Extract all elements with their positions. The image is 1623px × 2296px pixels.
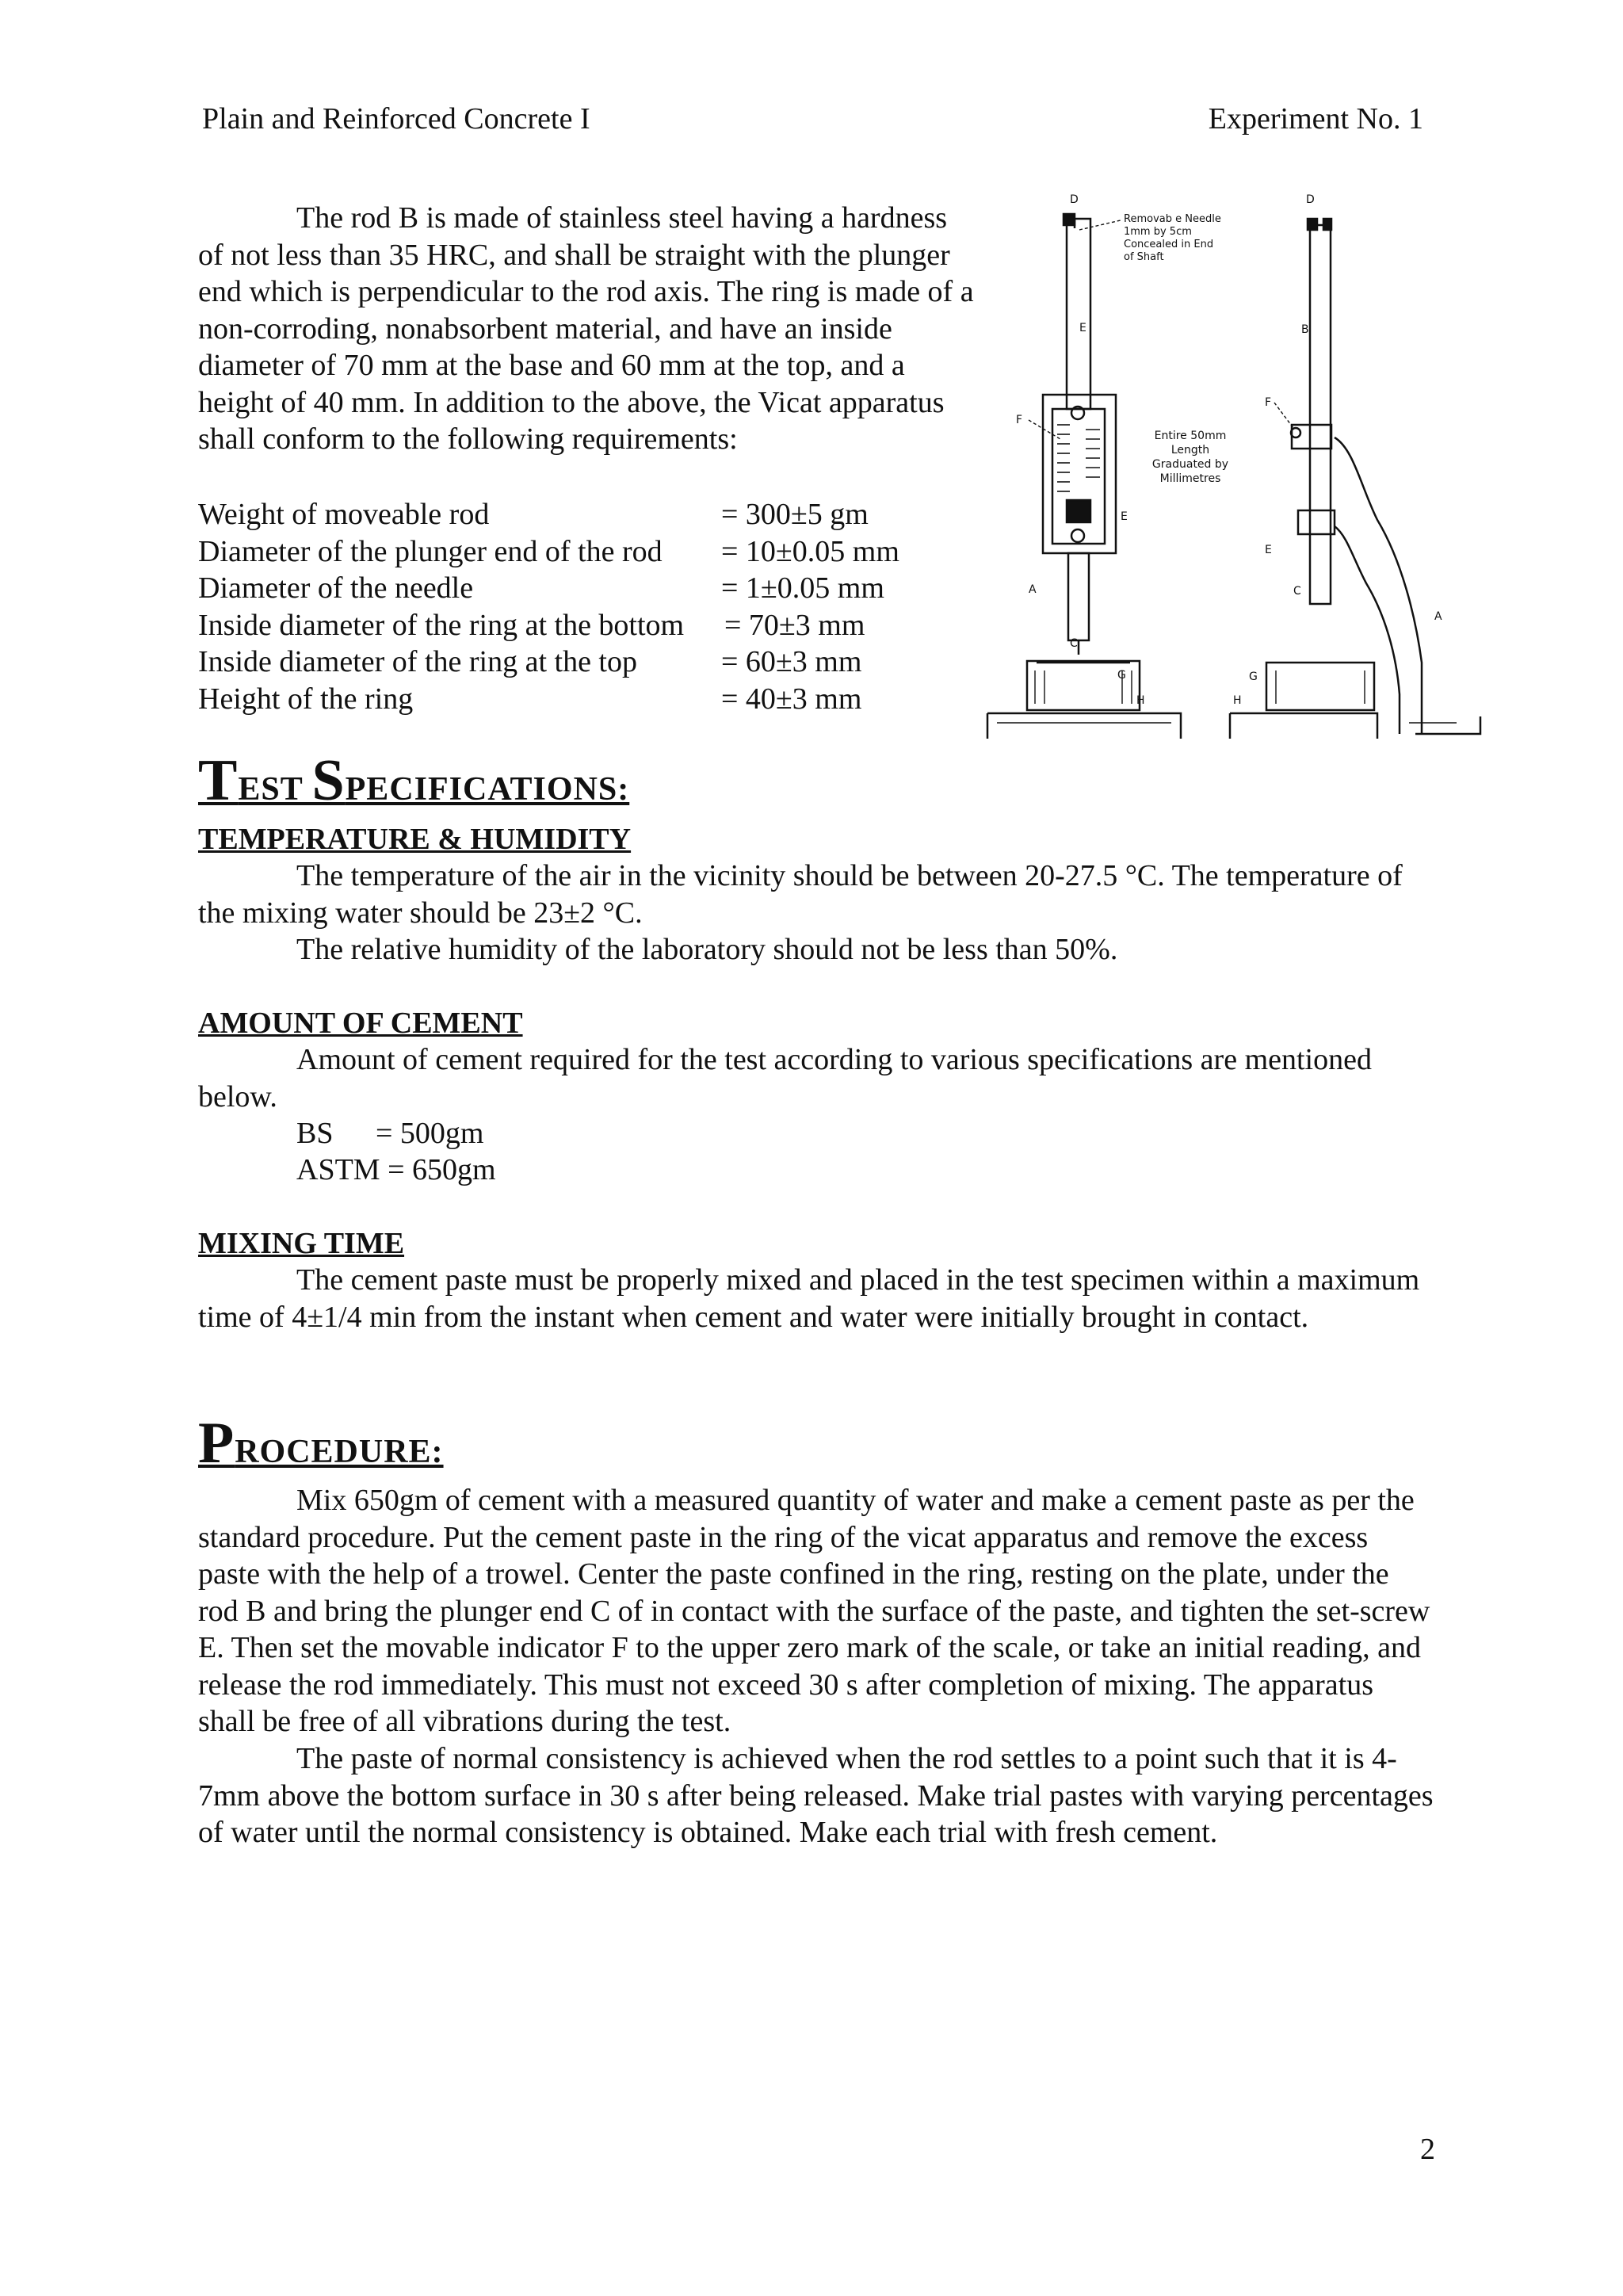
amount-std: ASTM [296, 1153, 380, 1186]
amount-row-astm [296, 1152, 496, 1189]
right-base-foot [1415, 716, 1480, 734]
requirement-row [198, 681, 975, 718]
requirement-value: = 10±0.05 mm [721, 534, 899, 568]
vicat-apparatus-figure [981, 187, 1485, 751]
procedure-paragraph-2: The paste of normal consistency is achieved when the rod settles to a point such that it is 4-7mm above the bottom surface in 30 s after being released. Make trial pastes with varying percentages of water until the normal consistency is obtained. Make each trial with fresh cement. [198, 1742, 1434, 1849]
needle-callout [1124, 213, 1221, 263]
temperature-paragraph: The temperature of the air in the vicinity should be between 20-27.5 °C. The temperature of the mixing water should be 23±2 °C. [198, 859, 1403, 930]
left-rod-shaft [1067, 219, 1090, 409]
requirement-label: Height of the ring [198, 682, 414, 716]
requirement-row [198, 644, 975, 681]
right-needle-top [1308, 219, 1317, 230]
label-h-left: H [1136, 694, 1145, 707]
scale-callout-line: Length [1170, 444, 1210, 457]
label-c-right: C [1293, 585, 1301, 598]
requirement-label: Inside diameter of the ring at the bottom [198, 608, 685, 642]
procedure-paragraph-1: Mix 650gm of cement with a measured quantity of water and make a cement paste as per the standard procedure. Put the cement paste in the ring of the vicat apparatus and remove the excess paste with the help of a trowel. Center the paste confined in the ring, resting on the plate, under the rod B and bring the plunger end C of in contact with the surface of the paste, and tighten the set-screw E. Then set the movable indicator F to the upper zero mark of the scale, or take an initial reading, and release the rod immediately. This must not exceed 30 s after completion of mixing. The apparatus shall be free of all vibrations during the test. [198, 1484, 1430, 1738]
subheading-temperature-humidity: TEMPERATURE & HUMIDITY [198, 823, 632, 856]
requirement-row [198, 496, 975, 533]
label-b-right: B [1301, 323, 1309, 336]
requirement-label: Inside diameter of the ring at the top [198, 645, 637, 678]
needle-callout-leader [1079, 220, 1121, 230]
requirement-row [198, 570, 975, 607]
left-needle-top [1064, 214, 1075, 225]
left-scale-ticks [1057, 425, 1100, 491]
scale-callout-line: Entire 50mm [1154, 430, 1227, 442]
label-f-right: F [1265, 396, 1272, 409]
label-g-left: G [1117, 669, 1126, 682]
needle-callout-line: 1mm by 5cm [1124, 226, 1192, 238]
subheading-amount-of-cement: AMOUNT OF CEMENT [198, 1007, 523, 1040]
label-a-left: A [1029, 583, 1037, 596]
label-g-right: G [1249, 670, 1258, 683]
needle-callout-line: Concealed in End [1124, 239, 1214, 250]
requirement-value: = 1±0.05 mm [721, 571, 884, 605]
label-h-right: H [1233, 694, 1242, 707]
label-e-left-lower: E [1121, 510, 1128, 523]
requirement-value: = 70±3 mm [724, 608, 865, 642]
needle-callout-line: Removab e Needle [1124, 213, 1221, 225]
requirement-value: = 300±5 gm [721, 498, 869, 531]
right-arm-outer [1335, 437, 1422, 734]
running-header-experiment: Experiment No. 1 [1208, 102, 1423, 136]
intro-paragraph: The rod B is made of stainless steel having a hardness of not less than 35 HRC, and shall be straight with the plunger end which is perpendicular to the rod axis. The ring is made of a non-corroding, nonabsorbent material, and have an inside diameter of 70 mm at the base and 60 mm at the top, and a height of 40 mm. In addition to the above, the Vicat apparatus shall conform to the following requirements: [198, 201, 974, 456]
subheading-mixing-time: MIXING TIME [198, 1227, 405, 1260]
right-rod-shaft [1310, 225, 1331, 604]
indicator-leader [1029, 420, 1060, 439]
label-a-right: A [1434, 610, 1442, 623]
label-d-left: D [1070, 193, 1079, 206]
requirements-list [198, 496, 975, 717]
requirement-value: = 60±3 mm [721, 645, 862, 678]
amount-std: BS [296, 1117, 334, 1150]
scale-callout [1152, 430, 1228, 485]
left-screw-bottom [1071, 529, 1084, 542]
amount-row-bs [296, 1115, 484, 1152]
right-ring [1266, 663, 1374, 710]
label-e-right: E [1265, 544, 1272, 556]
amount-paragraph: Amount of cement required for the test according to various specifications are mentioned below. [198, 1043, 1372, 1114]
running-header-title: Plain and Reinforced Concrete I [202, 102, 590, 136]
label-f-left: F [1016, 414, 1023, 426]
left-plunger [1068, 553, 1089, 640]
left-indicator-block [1067, 500, 1090, 522]
page-number: 2 [1420, 2133, 1435, 2166]
requirement-label: Diameter of the plunger end of the rod [198, 534, 663, 568]
amount-value: = 500gm [376, 1117, 484, 1150]
scale-callout-line: Millimetres [1159, 472, 1221, 485]
right-bottom-clamp [1298, 510, 1335, 534]
section-heading-test-specifications: TEST SPECIFICATIONS: [198, 748, 630, 813]
label-c-left: C [1070, 637, 1078, 650]
requirement-row [198, 607, 975, 644]
mixing-paragraph: The cement paste must be properly mixed and placed in the test specimen within a maximum time of 4±1/4 min from the instant when cement and water were initially brought in contact. [198, 1263, 1420, 1334]
amount-value: = 650gm [388, 1153, 496, 1186]
needle-callout-line: of Shaft [1124, 251, 1164, 263]
label-e-left: E [1079, 322, 1086, 334]
left-base-plate [987, 713, 1181, 739]
requirement-row [198, 533, 975, 571]
section-heading-procedure: PROCEDURE: [198, 1411, 444, 1476]
scale-callout-line: Graduated by [1151, 458, 1229, 471]
right-indicator-leader [1274, 403, 1293, 428]
right-needle-top [1323, 219, 1331, 230]
label-d-right: D [1306, 193, 1315, 206]
humidity-paragraph: The relative humidity of the laboratory should not be less than 50%. [296, 933, 1118, 966]
figure-letter-labels [1016, 193, 1442, 707]
requirement-value: = 40±3 mm [721, 682, 862, 716]
requirement-label: Diameter of the needle [198, 571, 474, 605]
requirement-label: Weight of moveable rod [198, 498, 490, 531]
right-base-plate [1230, 713, 1377, 739]
right-arm-inner [1335, 526, 1400, 734]
